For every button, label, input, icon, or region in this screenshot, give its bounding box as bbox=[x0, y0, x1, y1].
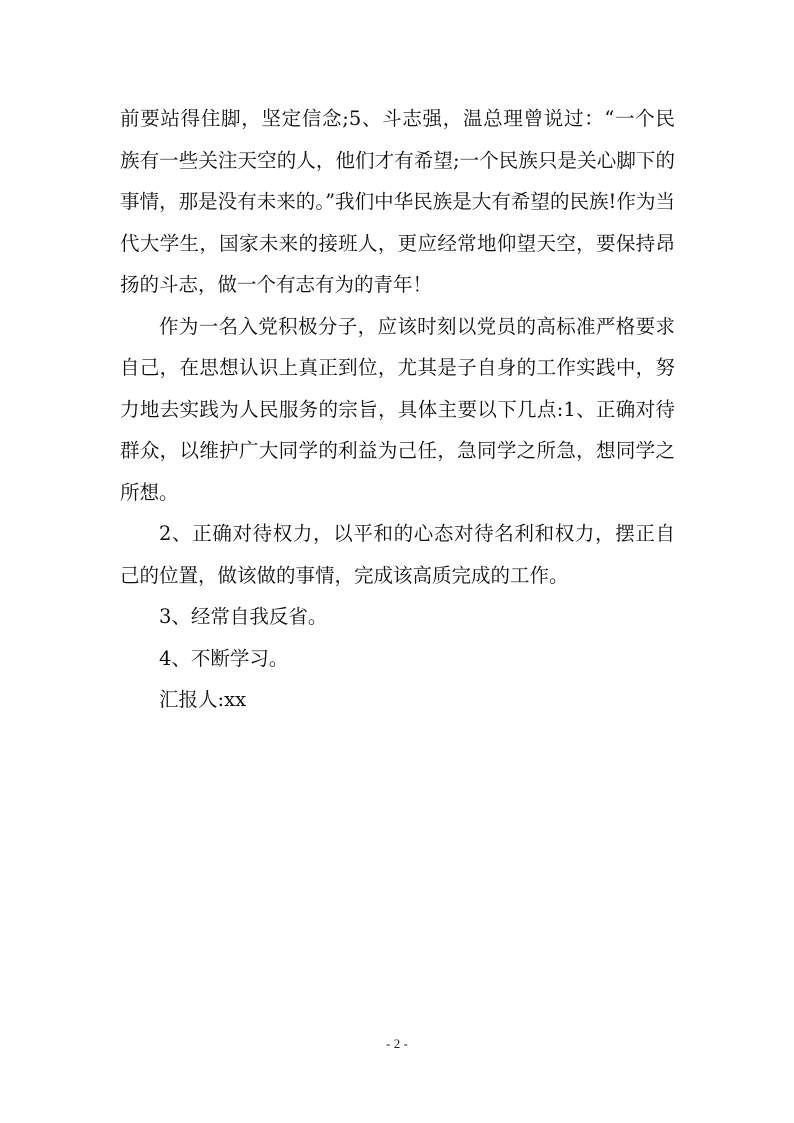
paragraph-activist-requirements: 作为一名入党积极分子，应该时刻以党员的高标准严格要求自己，在思想认识上真正到位，尤其是子自身的工作实践中，努力地去实践为人民服务的宗旨，具体主要以下几点:1、正确对待群众，以维护广大同学的利益为己任，急同学之所急，想同学之所想。 bbox=[120, 314, 675, 504]
paragraph-point-learning: 4、不断学习。 bbox=[159, 646, 289, 670]
page-number: - 2 - bbox=[386, 1036, 408, 1051]
paragraph-point-self-reflection: 3、经常自我反省。 bbox=[159, 605, 328, 628]
paragraph-point-power: 2、正确对待权力，以平和的心态对待名利和权力，摆正自己的位置，做该做的事情，完成该高质完成的工作。 bbox=[120, 522, 675, 587]
paragraph-closing-remarks: 前要站得住脚，坚定信念;5、斗志强，温总理曾说过：“一个民族有一些关注天空的人，他们才有希望;一个民族只是关心脚下的事情，那是没有未来的。”我们中华民族是大有希望的民族!作为当代大学生，国家未来的接班人，更应经常地仰望天空，要保持昂扬的斗志，做一个有志有为的青年！ bbox=[120, 107, 675, 296]
reporter-signature: 汇报人:xx bbox=[159, 688, 247, 711]
document-body bbox=[120, 98, 675, 721]
